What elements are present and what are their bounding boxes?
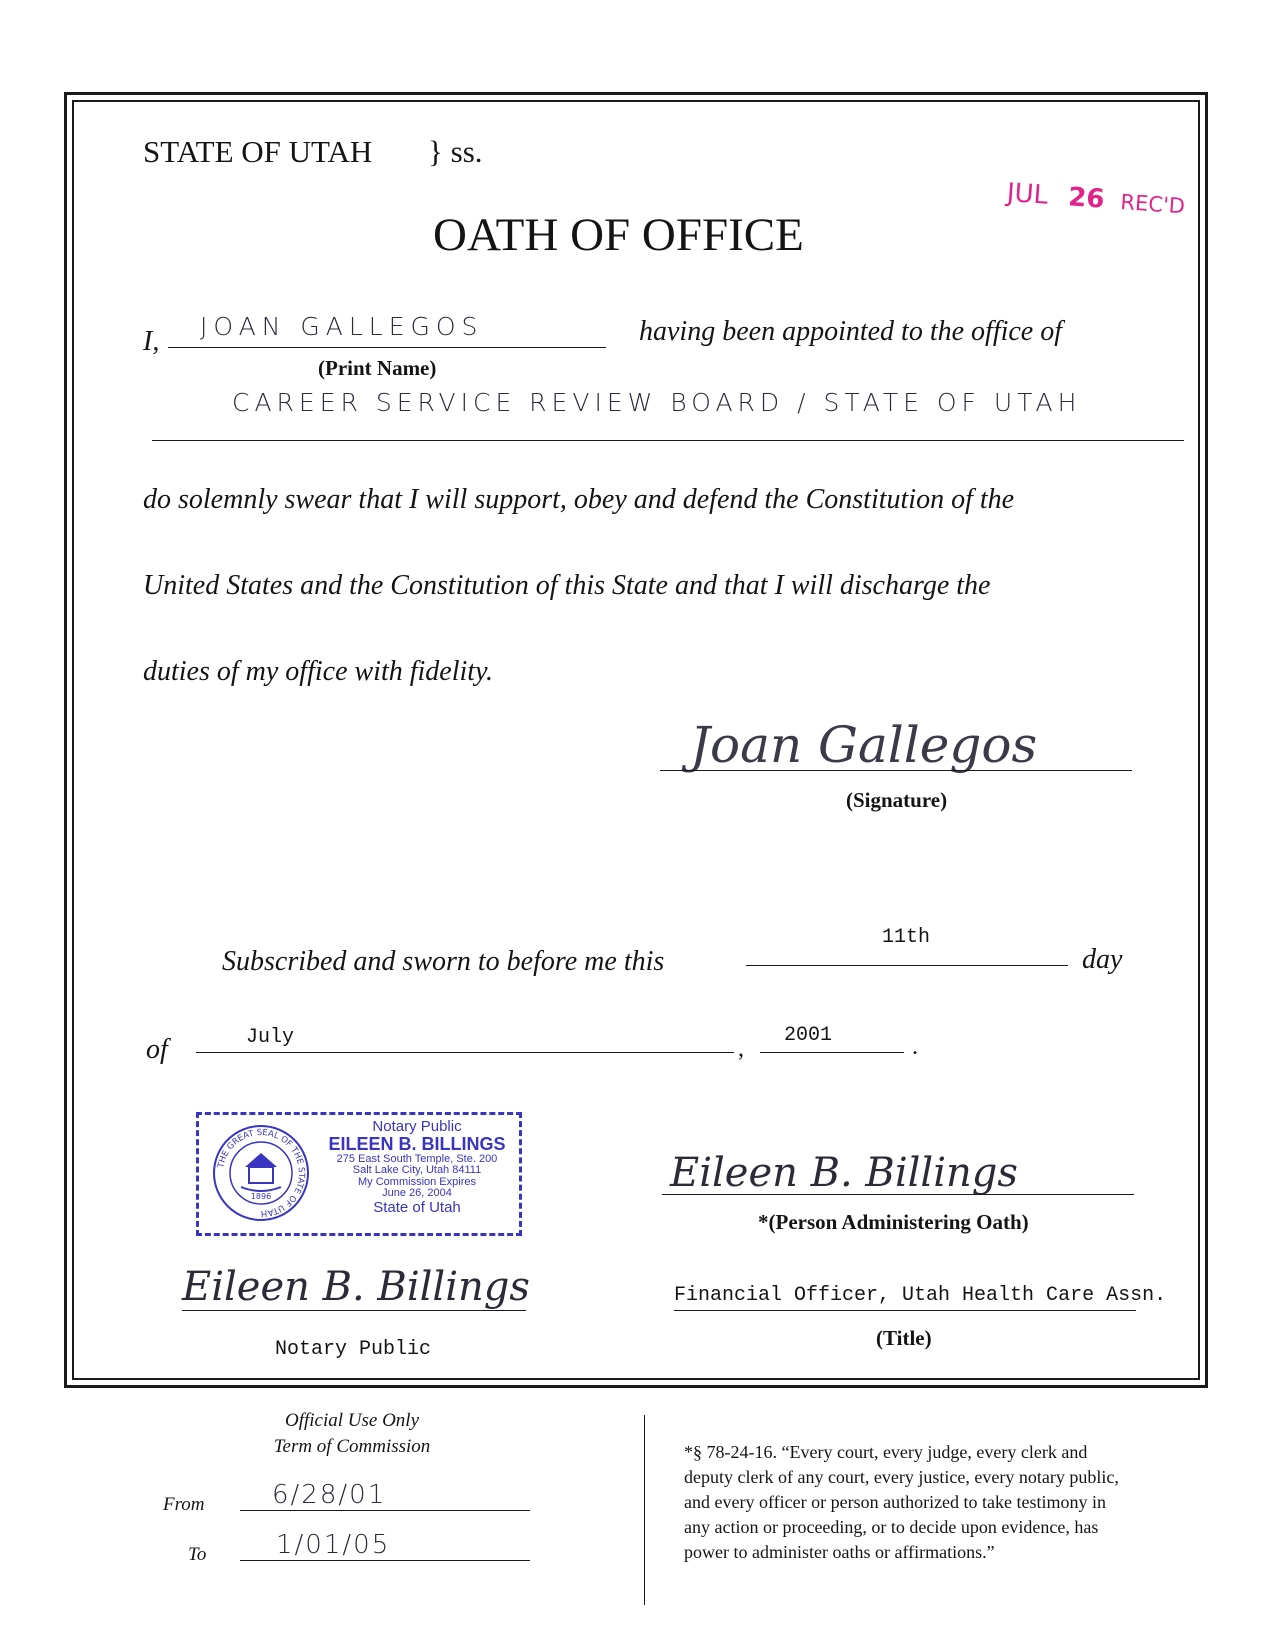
received-label: REC'D	[1119, 189, 1186, 219]
from-value: 6/28/01	[272, 1480, 387, 1510]
notary-stamp-expires-label: My Commission Expires	[358, 1175, 476, 1188]
footnote-line1: *§ 78-24-16. “Every court, every judge, every clerk and	[684, 1442, 1088, 1462]
subscribed-text: Subscribed and sworn to before me this	[222, 946, 665, 977]
notary-stamp-city: Salt Lake City, Utah 84111	[352, 1164, 482, 1177]
appointed-text: having been appointed to the office of	[639, 316, 1063, 347]
received-day: 26	[1067, 182, 1106, 215]
date-period: .	[912, 1034, 918, 1060]
administrator-label: *(Person Administering Oath)	[758, 1210, 1029, 1234]
office-value: CAREER SERVICE REVIEW BOARD / STATE OF UTAH	[232, 388, 1082, 417]
footnote-line3: and every officer or person authorized to take testimony in	[684, 1492, 1107, 1512]
i-label: I,	[143, 326, 160, 357]
oath-signature: Joan Gallegos	[690, 716, 1038, 774]
notary-stamp	[196, 1112, 522, 1236]
month-line	[196, 1052, 734, 1053]
notary-stamp-expires-date: June 26, 2004	[382, 1187, 452, 1200]
year-line	[760, 1052, 904, 1053]
oath-line-2: United States and the Constitution of this State and that I will discharge the	[143, 570, 991, 601]
notary-stamp-line1: Notary Public	[372, 1118, 462, 1135]
notary-stamp-state: State of Utah	[373, 1198, 461, 1216]
print-name-label: (Print Name)	[318, 356, 437, 380]
footer-divider	[644, 1415, 645, 1605]
notary-label: Notary Public	[275, 1338, 432, 1361]
from-line	[240, 1510, 530, 1511]
month-value: July	[246, 1026, 295, 1049]
notary-signature-line	[182, 1310, 526, 1311]
title-value: Financial Officer, Utah Health Care Assn.	[674, 1284, 1167, 1307]
notary-stamp-name: EILEEN B. BILLINGS	[328, 1133, 506, 1154]
title-label: (Title)	[876, 1326, 932, 1350]
office-line	[152, 440, 1184, 441]
day-value: 11th	[882, 926, 931, 949]
footnote-line4: any action or proceeding, or to decide upon evidence, has	[684, 1517, 1099, 1537]
state-seal	[211, 1123, 311, 1223]
received-month: JUL	[1005, 178, 1050, 211]
to-label: To	[188, 1544, 207, 1565]
of-label: of	[146, 1034, 168, 1065]
signature-line	[660, 770, 1132, 771]
day-line	[746, 965, 1068, 966]
official-use-heading	[246, 1408, 458, 1460]
to-value: 1/01/05	[276, 1530, 391, 1560]
administrator-signature: Eileen B. Billings	[670, 1150, 1018, 1196]
oath-line-1: do solemnly swear that I will support, obey and defend the Constitution of the	[143, 484, 1015, 515]
title-line	[674, 1310, 1136, 1311]
year-value: 2001	[784, 1024, 833, 1047]
page-title: OATH OF OFFICE	[433, 209, 804, 261]
signature-label: (Signature)	[846, 788, 948, 812]
footnote-line2: deputy clerk of any court, every justice, every notary public,	[684, 1467, 1119, 1487]
administrator-line	[662, 1194, 1134, 1195]
notary-stamp-address: 275 East South Temple, Ste. 200	[336, 1152, 498, 1165]
print-name-line	[168, 347, 606, 348]
svg-text:THE GREAT SEAL OF THE STATE OF: THE GREAT SEAL OF THE STATE OF UTAH	[216, 1127, 307, 1219]
statute-footnote	[684, 1440, 1119, 1565]
to-line	[240, 1560, 530, 1561]
state-heading: STATE OF UTAH	[143, 134, 373, 169]
footnote-line5: power to administer oaths or affirmations.”	[684, 1542, 995, 1562]
notary-signature: Eileen B. Billings	[182, 1264, 530, 1310]
day-label: day	[1082, 944, 1123, 975]
official-use-line2: Term of Commission	[273, 1436, 431, 1457]
notary-stamp-text	[317, 1119, 517, 1216]
date-comma: ,	[738, 1036, 744, 1062]
official-use-line1: Official Use Only	[284, 1410, 420, 1431]
svg-text:1896: 1896	[250, 1192, 272, 1201]
oath-line-3: duties of my office with fidelity.	[143, 656, 493, 687]
print-name-value: JOAN GALLEGOS	[200, 312, 484, 341]
from-label: From	[163, 1494, 205, 1515]
ss-label: } ss.	[428, 134, 483, 169]
